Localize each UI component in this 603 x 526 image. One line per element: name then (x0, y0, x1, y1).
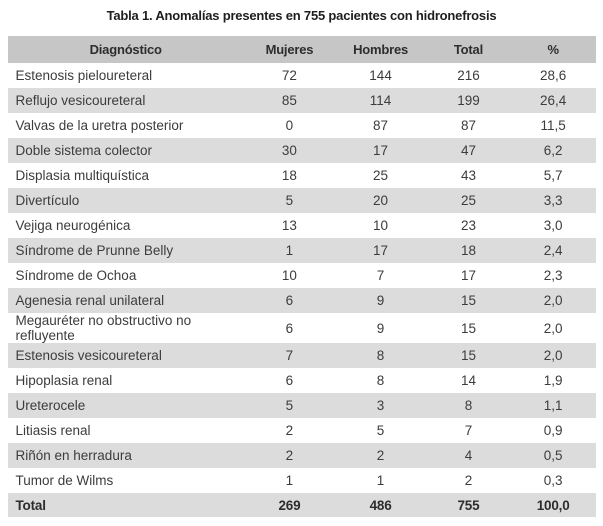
mujeres-cell: 1 (244, 238, 335, 263)
table-row (8, 63, 596, 88)
table-row (8, 163, 596, 188)
hombres-cell: 25 (373, 168, 389, 183)
table-row (8, 188, 596, 213)
anomalies-table (8, 36, 596, 517)
total-cell: 47 (426, 138, 511, 163)
total-cell: 8 (426, 393, 511, 418)
hombres-cell: 87 (373, 118, 389, 133)
mujeres-cell: 2 (244, 443, 335, 468)
hombres-cell: 144 (369, 68, 392, 83)
table-row (8, 443, 596, 468)
total-cell: 2 (464, 473, 473, 488)
percent-cell: 6,2 (511, 138, 596, 163)
table-body (8, 63, 596, 517)
percent-cell: 2,4 (511, 238, 596, 263)
total-cell: 199 (426, 88, 511, 113)
mujeres-cell: 6 (244, 288, 335, 313)
hombres-cell: 9 (376, 320, 385, 336)
hombres-cell: 2 (335, 443, 426, 468)
total-cell: 14 (460, 373, 476, 388)
table-row (8, 138, 596, 163)
hombres-cell: 8 (376, 373, 385, 388)
percent-cell: 3,0 (543, 218, 563, 233)
mujeres-cell: 6 (285, 320, 294, 336)
hombres-cell: 3 (335, 393, 426, 418)
diagnosis-cell: Valvas de la uretra posterior (15, 118, 184, 133)
table-row (8, 213, 596, 238)
percent-cell: 2,0 (511, 343, 596, 368)
mujeres-cell: 269 (244, 493, 335, 517)
table-row (8, 238, 596, 263)
total-cell: 18 (426, 238, 511, 263)
percent-cell: 2,3 (543, 268, 563, 283)
percent-cell: 26,4 (511, 88, 596, 113)
percent-cell: 0,3 (543, 473, 563, 488)
total-cell: 15 (426, 288, 511, 313)
percent-cell: 2,0 (511, 288, 596, 313)
table-row (8, 468, 596, 493)
diagnosis-cell: Doble sistema colector (8, 138, 244, 163)
mujeres-cell: 0 (285, 118, 294, 133)
total-cell: 87 (460, 118, 476, 133)
diagnosis-cell: Síndrome de Ochoa (15, 268, 137, 283)
diagnosis-cell: Estenosis pieloureteral (15, 68, 153, 83)
percent-cell: 0,9 (543, 423, 563, 438)
diagnosis-cell: Displasia multiquística (15, 168, 150, 183)
total-cell: 23 (460, 218, 476, 233)
header-row (8, 36, 596, 63)
mujeres-cell: 1 (285, 473, 294, 488)
percent-cell: 100,0 (511, 493, 596, 517)
table-row (8, 288, 596, 313)
diagnosis-cell: Reflujo vesicoureteral (8, 88, 244, 113)
total-cell: 7 (464, 423, 473, 438)
diagnosis-cell: Riñón en herradura (8, 443, 244, 468)
diagnosis-cell: Hipoplasia renal (15, 373, 113, 388)
diagnosis-cell: Vejiga neurogénica (15, 218, 131, 233)
table-row (8, 368, 596, 393)
diagnosis-cell: Megauréter no obstructivo no refluyente (15, 313, 192, 343)
mujeres-cell: 13 (281, 218, 297, 233)
hombres-cell: 9 (335, 288, 426, 313)
mujeres-cell: 7 (244, 343, 335, 368)
hombres-cell: 17 (335, 238, 426, 263)
total-cell: 216 (457, 68, 480, 83)
mujeres-cell: 85 (244, 88, 335, 113)
mujeres-cell: 2 (285, 423, 294, 438)
diagnosis-cell: Síndrome de Prunne Belly (8, 238, 244, 263)
hombres-cell: 5 (376, 423, 385, 438)
total-cell: 15 (426, 343, 511, 368)
column-header-percent: % (511, 36, 596, 63)
mujeres-cell: 6 (285, 373, 294, 388)
hombres-cell: 486 (335, 493, 426, 517)
percent-cell: 0,5 (511, 443, 596, 468)
total-cell: 43 (460, 168, 476, 183)
diagnosis-cell: Estenosis vesicoureteral (8, 343, 244, 368)
table-row (8, 393, 596, 418)
mujeres-cell: 18 (281, 168, 297, 183)
table-title: Tabla 1. Anomalías presentes en 755 pacientes con hidronefrosis (106, 8, 497, 23)
table-header (8, 36, 596, 63)
diagnosis-cell: Total (8, 493, 244, 517)
table-row (8, 313, 596, 343)
hombres-cell: 8 (335, 343, 426, 368)
total-cell: 15 (460, 320, 476, 336)
column-header-hombres: Hombres (335, 36, 426, 63)
table-row (8, 88, 596, 113)
column-header-total: Total (426, 36, 511, 63)
hombres-cell: 10 (373, 218, 389, 233)
diagnosis-cell: Ureterocele (8, 393, 244, 418)
hombres-cell: 7 (376, 268, 385, 283)
percent-cell: 1,9 (543, 373, 563, 388)
total-row (8, 493, 596, 517)
percent-cell: 2,0 (543, 320, 563, 336)
percent-cell: 3,3 (511, 188, 596, 213)
mujeres-cell: 30 (244, 138, 335, 163)
diagnosis-cell: Tumor de Wilms (15, 473, 114, 488)
hombres-cell: 1 (376, 473, 385, 488)
percent-cell: 28,6 (540, 68, 567, 83)
table-row (8, 263, 596, 288)
percent-cell: 1,1 (511, 393, 596, 418)
percent-cell: 5,7 (543, 168, 563, 183)
table-row (8, 113, 596, 138)
table-row (8, 343, 596, 368)
hombres-cell: 20 (335, 188, 426, 213)
diagnosis-cell: Agenesia renal unilateral (8, 288, 244, 313)
mujeres-cell: 5 (244, 393, 335, 418)
diagnosis-cell: Divertículo (8, 188, 244, 213)
mujeres-cell: 5 (244, 188, 335, 213)
hombres-cell: 17 (335, 138, 426, 163)
table-row (8, 418, 596, 443)
total-cell: 755 (426, 493, 511, 517)
diagnosis-cell: Litiasis renal (15, 423, 91, 438)
column-header-diagnostico: Diagnóstico (8, 36, 244, 63)
hombres-cell: 114 (335, 88, 426, 113)
total-cell: 4 (426, 443, 511, 468)
total-cell: 25 (426, 188, 511, 213)
mujeres-cell: 10 (281, 268, 297, 283)
total-cell: 17 (460, 268, 476, 283)
column-header-mujeres: Mujeres (244, 36, 335, 63)
percent-cell: 11,5 (540, 118, 566, 133)
mujeres-cell: 72 (281, 68, 297, 83)
